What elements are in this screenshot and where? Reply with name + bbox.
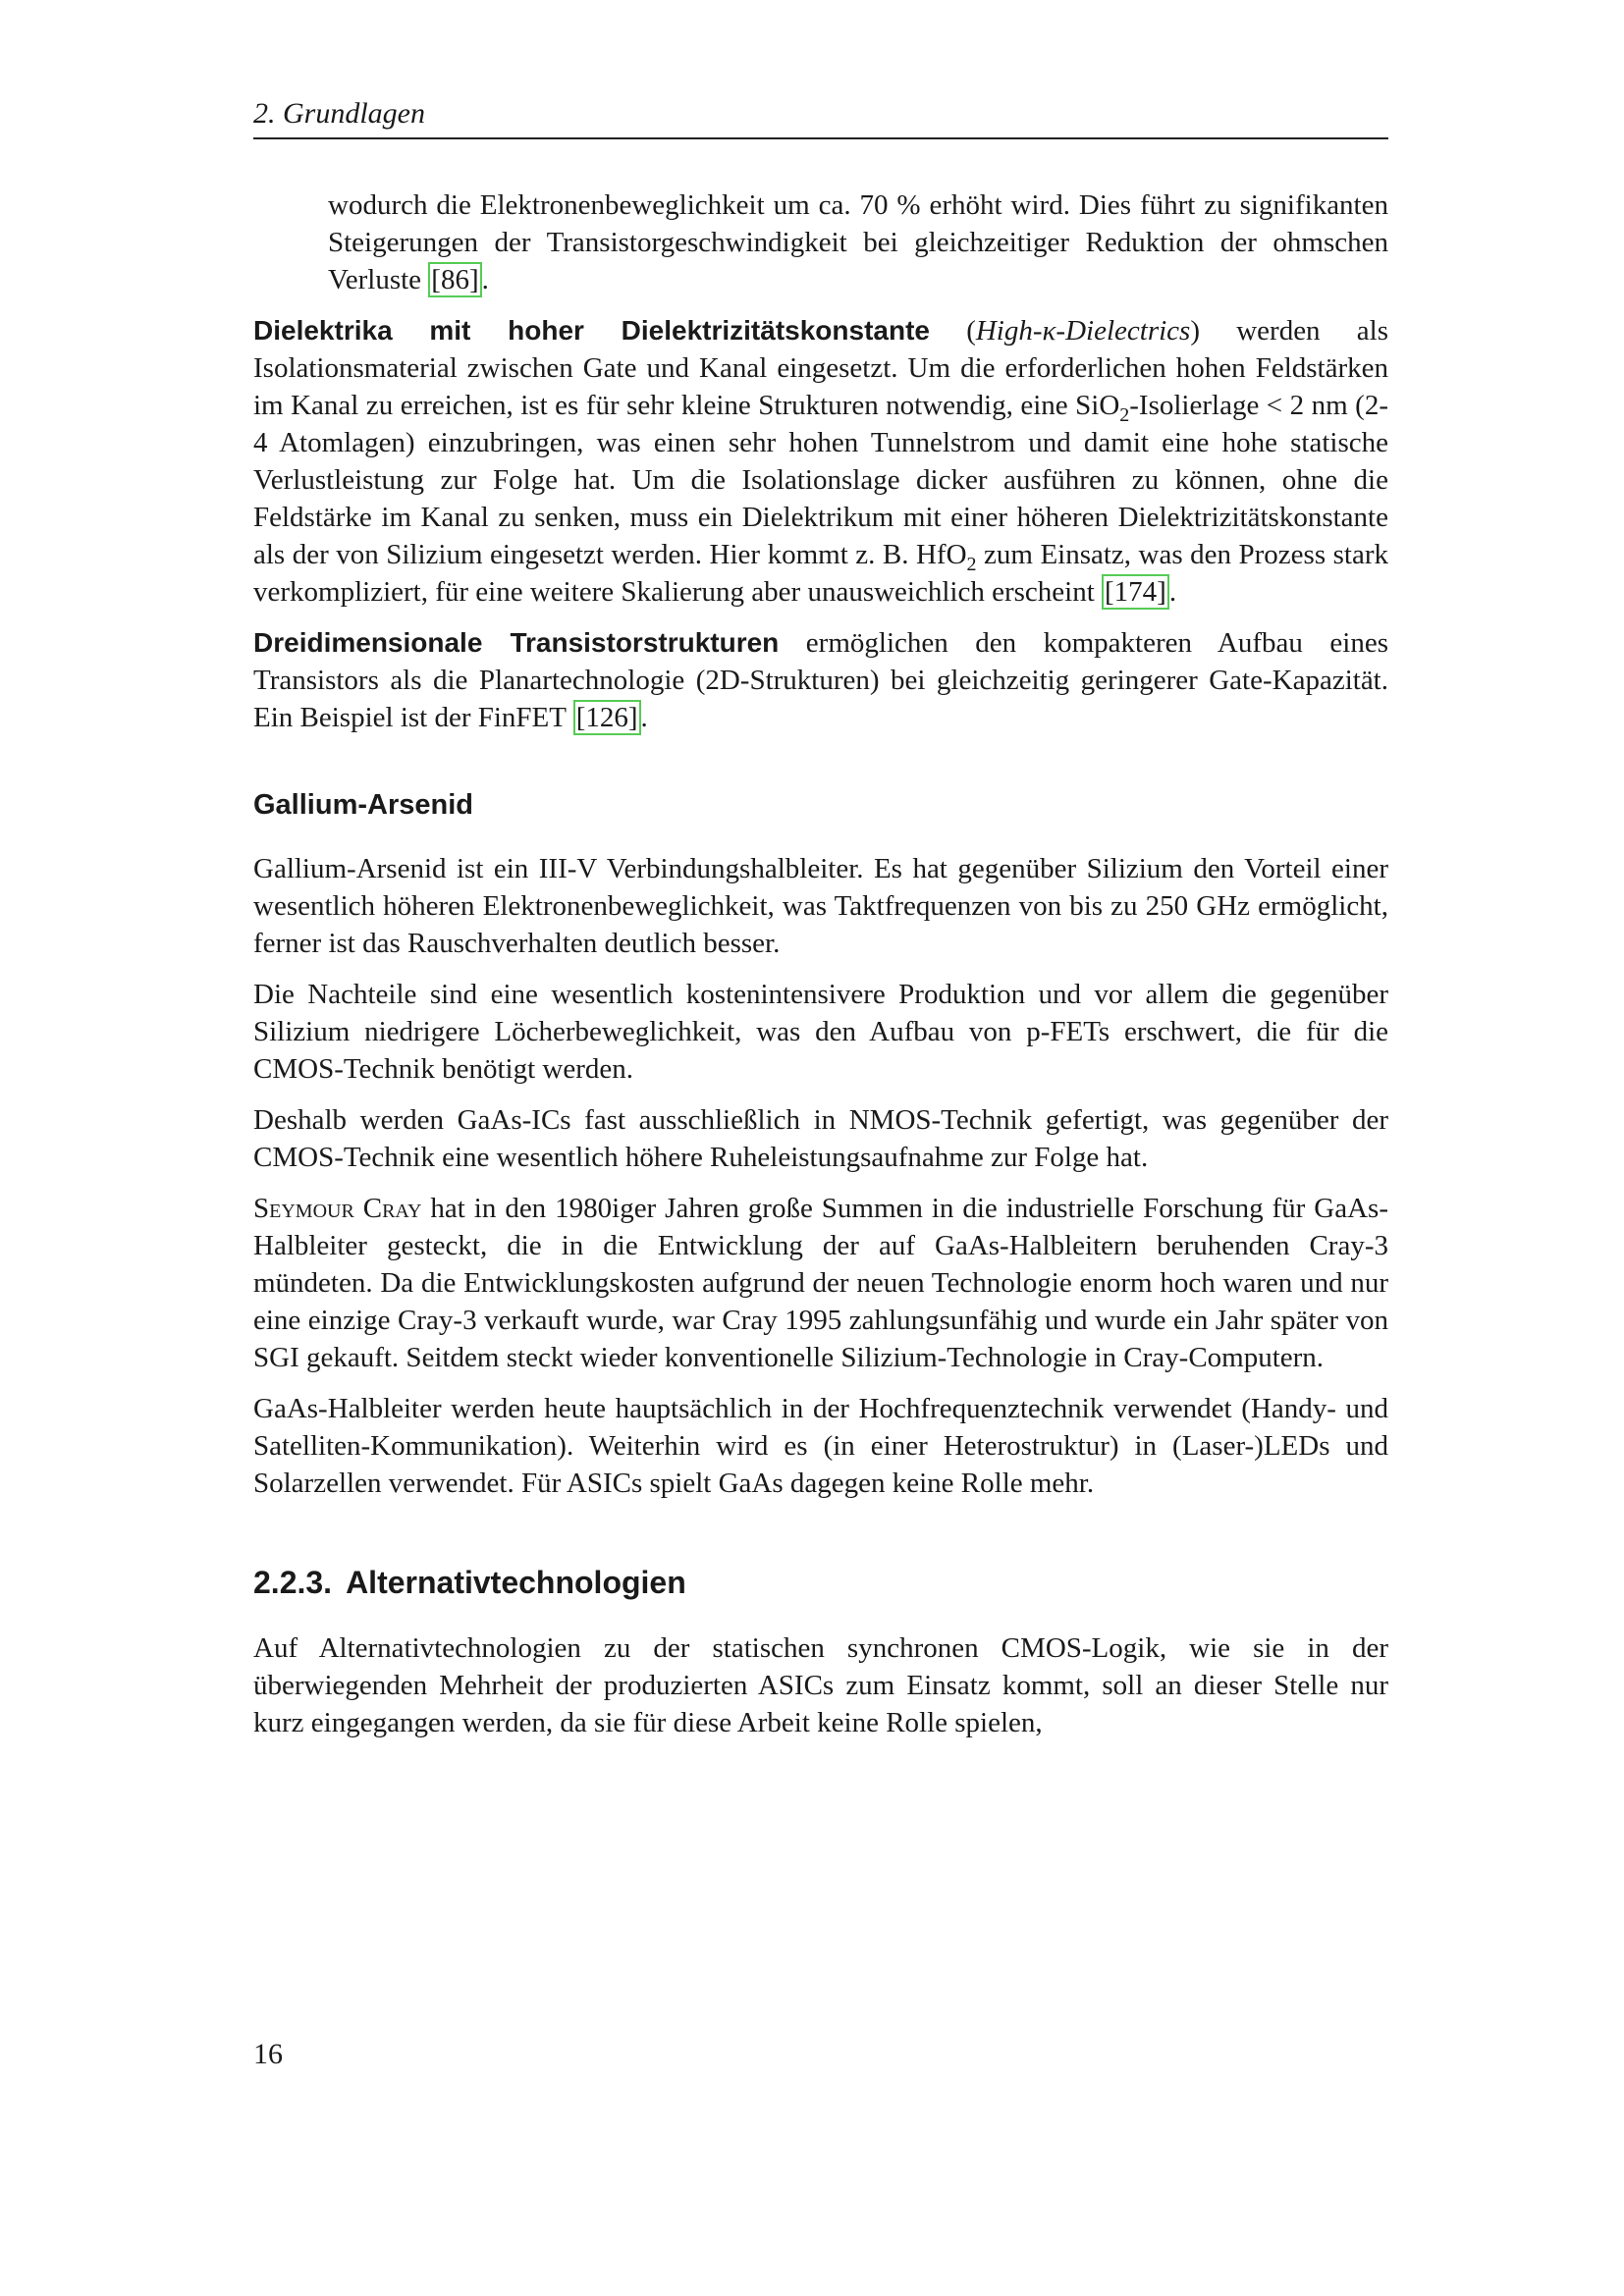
paragraph: Die Nachteile sind eine wesentlich kostenintensivere Produktion und vor allem die gegenüber Silizium niedrigere Löcherbeweglichkeit, was den Aufbau von p-FETs erschwert, die für die CMOS-Technik benötigt werden. [253, 979, 1388, 1085]
paragraph: Gallium-Arsenid ist ein III-V Verbindungshalbleiter. Es hat gegenüber Silizium den Vorteil einer wesentlich höheren Elektronenbeweglichkeit, was Taktfrequenzen von bis zu 250 GHz ermöglicht, ferner ist das Rauschverhalten deutlich besser. [253, 853, 1388, 959]
continued-paragraph: wodurch die Elektronenbeweglichkeit um ca. 70 % erhöht wird. Dies führt zu signifikanten Steigerungen der Transistorgeschwindigkeit bei gleichzeitiger Reduktion der ohmschen Verluste [86] . [328, 189, 1388, 295]
running-title: 2. Grundlagen [253, 97, 425, 130]
description-text: -Isolierlage < 2 nm (2-4 Atomlagen) einzubringen, was einen sehr hohen Tunnelstrom und damit eine hohe statische Verlustleistung zur Folge hat. Um die Isolationslage dicker ausführen zu können, ohne die Feldstärke im Kanal zu senken, muss ein Dielektrikum mit einer höheren Dielektrizitätskonstante als der von Silizium eingesetzt werden. Hier kommt z. B. HfO [253, 390, 1388, 570]
citation-link[interactable]: [174] [1102, 574, 1169, 610]
section-title: Alternativtechnologien [346, 1565, 686, 1600]
term-translation: High-κ-Dielectrics [975, 315, 1191, 347]
section-heading [253, 1563, 1388, 1602]
paragraph: GaAs-Halbleiter werden heute hauptsächlich in der Hochfrequenztechnik verwendet (Handy- und Satelliten-Kommunikation). Weiterhin wird es (in einer Heterostruktur) in (Laser-)LEDs und Solarzellen verwendet. Für ASICs spielt GaAs dagegen keine Rolle mehr. [253, 1393, 1388, 1499]
description-text: werden als Isolationsmaterial zwischen Gate und Kanal eingesetzt. Um die erforderlichen hohen Feldstärken im Kanal zu erreichen, ist es für sehr kleine Strukturen notwendig, eine SiO [253, 315, 1388, 421]
paragraph: Auf Alternativtechnologien zu der statischen synchronen CMOS-Logik, wie sie in der überwiegenden Mehrheit der produzierten ASICs zum Einsatz kommt, soll an dieser Stelle nur kurz eingegangen werden, da sie für diese Arbeit keine Rolle spielen, [253, 1632, 1388, 1738]
citation-link[interactable]: [126] [573, 700, 641, 735]
description-term: Dielektrika mit hoher Dielektrizitätskonstante [253, 315, 930, 346]
description-term: Dreidimensionale Transistorstrukturen [253, 627, 780, 658]
citation-link[interactable]: [86] [428, 262, 481, 297]
page-body [253, 187, 1388, 1741]
running-header [253, 96, 1388, 139]
page-number: 16 [253, 2038, 283, 2070]
subsection-heading: Gallium-Arsenid [253, 789, 473, 821]
description-item-dielectrics: Dielektrika mit hoher Dielektrizitätskonstante (High-κ-Dielectrics) werden als Isolationsmaterial zwischen Gate und Kanal eingesetzt. Um die erforderlichen hohen Feldstärken im Kanal zu erreichen, ist es für sehr kleine Strukturen notwendig, eine SiO$_2$-Isolierlage < 2 nm (2-4 Atomlagen) einzubringen, was einen sehr hohen Tunnelstrom und damit eine hohe statische Verlustleistung zur Folge hat. Um die Isolationslage dicker ausführen zu können, ohne die Feldstärke im Kanal zu senken, muss ein Dielektrikum mit einer höheren Dielektrizitätskonstante als der von Silizium eingesetzt werden. Hier kommt z. B. HfO$_2$ zum Einsatz, was den Prozess stark verkompliziert, für eine weitere Skalierung aber unausweichlich erscheint [174] . [253, 315, 1388, 608]
person-name: Seymour Cray [253, 1193, 422, 1224]
intro-text: wodurch die Elektronenbeweglichkeit um ca. 70 % erhöht wird. Dies führt zu signifikanten Steigerungen der Transistorgeschwindigkeit bei gleichzeitiger Reduktion der ohmschen Verluste [328, 189, 1388, 295]
description-text: zum Einsatz, was den Prozess stark verkompliziert, für eine weitere Skalierung aber unausweichlich erscheint [253, 539, 1388, 608]
paragraph: Deshalb werden GaAs-ICs fast ausschließlich in NMOS-Technik gefertigt, was gegenüber der CMOS-Technik eine wesentlich höhere Ruheleistungsaufnahme zur Folge hat. [253, 1104, 1388, 1173]
paragraph: Seymour Cray hat in den 1980iger Jahren große Summen in die industrielle Forschung für GaAs-Halbleiter gesteckt, die in die Entwicklung der auf GaAs-Halbleitern beruhenden Cray-3 mündeten. Da die Entwicklungskosten aufgrund der neuen Technologie enorm hoch waren und nur eine einzige Cray-3 verkauft wurde, war Cray 1995 zahlungsunfähig und wurde ein Jahr später von SGI gekauft. Seitdem steckt wieder konventionelle Silizium-Technologie in Cray-Computern. [253, 1193, 1388, 1373]
description-item-3d-transistors: Dreidimensionale Transistorstrukturen ermöglichen den kompakteren Aufbau eines Transistors als die Planartechnologie (2D-Strukturen) bei gleichzeitig geringerer Gate-Kapazität. Ein Beispiel ist der FinFET [126] . [253, 627, 1388, 733]
description-text: ermöglichen den kompakteren Aufbau eines Transistors als die Planartechnologie (2D-Strukturen) bei gleichzeitig geringerer Gate-Kapazität. Ein Beispiel ist der FinFET [253, 627, 1388, 733]
section-number: 2.2.3. [253, 1565, 333, 1600]
